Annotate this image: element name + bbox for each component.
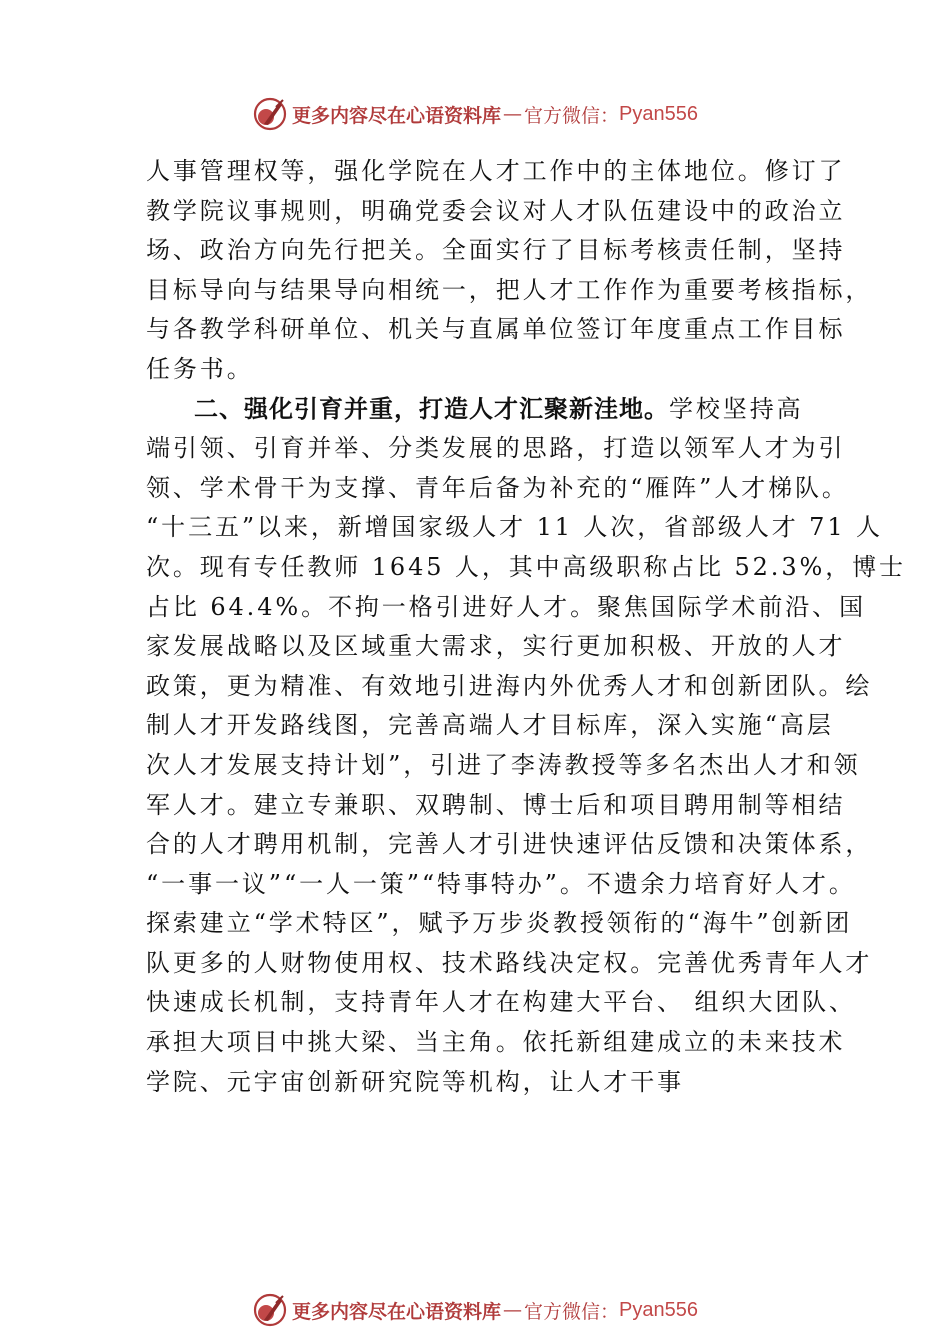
text-line: “十三五”以来，新增国家级人才 11 人次，省部级人才 71 人 (146, 513, 883, 542)
text-line: 学院、元宇宙创新研究院等机构，让人才干事 (146, 1067, 684, 1096)
text-line: 场、政治方向先行把关。全面实行了目标考核责任制，坚持 (146, 236, 846, 265)
text-line: 任务书。 (146, 354, 254, 383)
text-line: 端引领、引育并举、分类发展的思路，打造以领军人才为引 (146, 434, 846, 463)
text-line: 制人才开发路线图，完善高端人才目标库，深入实施“高层 (146, 711, 834, 740)
section-heading: 二、强化引育并重，打造人才汇聚新洼地。 (194, 394, 669, 423)
section-lead-text: 学校坚持高 (669, 394, 804, 423)
text-line: 次。现有专任教师 1645 人，其中高级职称占比 52.3%，博士 (146, 552, 906, 581)
text-line: 合的人才聘用机制，完善人才引进快速评估反馈和决策体系， (146, 830, 873, 859)
text-line: 与各教学科研单位、机关与直属单位签订年度重点工作目标 (146, 315, 846, 344)
watermark-dash: — (503, 103, 523, 125)
text-line: 占比 64.4%。不拘一格引进好人才。聚焦国际学术前沿、国 (146, 592, 866, 621)
text-line: 家发展战略以及区域重大需求，实行更加积极、开放的人才 (146, 632, 846, 661)
text-line: 承担大项目中挑大梁、当主角。依托新组建成立的未来技术 (146, 1028, 846, 1057)
text-line: 快速成长机制，支持青年人才在构建大平台、 组织大团队、 (146, 988, 856, 1017)
text-line: 队更多的人财物使用权、技术路线决定权。完善优秀青年人才 (146, 948, 873, 977)
quill-logo-icon (252, 1292, 288, 1328)
text-line: “一事一议”“一人一策”“特事特办”。不遗余力培育好人才。 (146, 869, 856, 898)
text-line: 教学院议事规则，明确党委会议对人才队伍建设中的政治立 (146, 196, 846, 225)
section-heading-line (146, 390, 818, 430)
watermark-id: Pyan556 (619, 102, 698, 125)
watermark-banner-bottom (0, 1288, 950, 1332)
watermark-dash: — (503, 1299, 523, 1321)
watermark-label: 官方微信： (524, 1300, 620, 1323)
watermark-banner-top (0, 92, 950, 136)
document-body (146, 152, 906, 1102)
quill-logo-icon (252, 96, 288, 132)
text-line: 探索建立“学术特区”，赋予万步炎教授领衔的“海牛”创新团 (146, 909, 853, 938)
watermark-brand: 更多内容尽在心语资料库 (292, 104, 502, 127)
text-line: 次人才发展支持计划”，引进了李涛教授等多名杰出人才和领 (146, 750, 861, 779)
text-line: 军人才。建立专兼职、双聘制、博士后和项目聘用制等相结 (146, 790, 846, 819)
text-line: 政策，更为精准、有效地引进海内外优秀人才和创新团队。绘 (146, 671, 873, 700)
text-line: 目标导向与结果导向相统一，把人才工作作为重要考核指标， (146, 275, 873, 304)
watermark-brand: 更多内容尽在心语资料库 (292, 1300, 502, 1323)
text-line: 人事管理权等，强化学院在人才工作中的主体地位。修订了 (146, 157, 846, 185)
text-line: 领、学术骨干为支撑、青年后备为补充的“雁阵”人才梯队。 (146, 473, 849, 502)
watermark-id: Pyan556 (619, 1298, 698, 1321)
watermark-label: 官方微信： (524, 104, 620, 127)
